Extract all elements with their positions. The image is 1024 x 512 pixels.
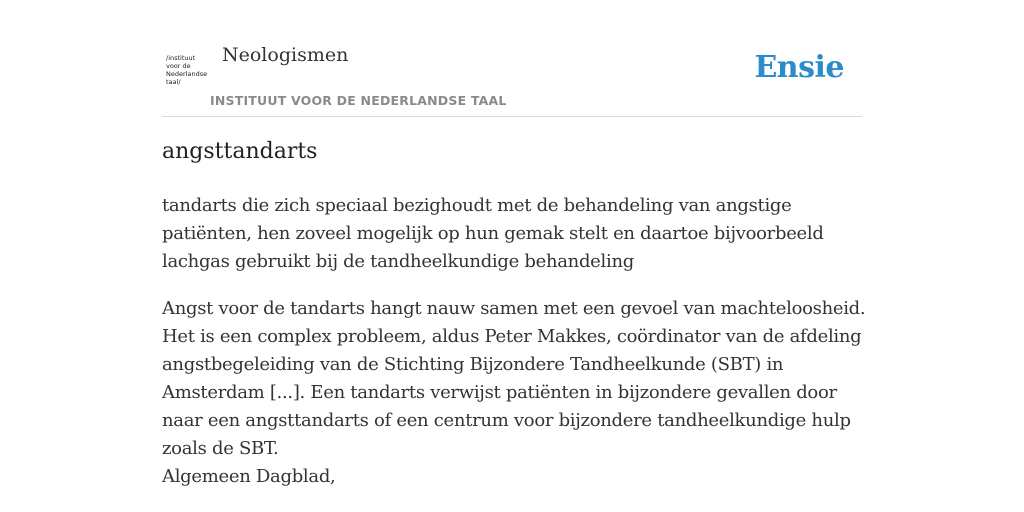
logo-line: Nederlandse — [166, 70, 208, 78]
logo-line: /instituut — [166, 54, 196, 62]
logo-line: voor de — [166, 62, 191, 70]
logo-line: taal/ — [166, 78, 181, 86]
definition-text: tandarts die zich speciaal bezighoudt met de behandeling van angstige patiënten, hen zoveel mogelijk op hun gemak stelt en daartoe bijvoorbeeld lachgas gebruikt bij de tandheelkundige behandeling — [162, 195, 824, 272]
source-header — [162, 40, 862, 117]
source-title-link[interactable]: Neologismen — [222, 44, 349, 66]
ensie-brand-logo[interactable]: Ensie — [754, 50, 844, 85]
headword: angsttandarts — [162, 139, 318, 164]
citation-source: Algemeen Dagblad, — [162, 466, 336, 487]
source-subtitle: INSTITUUT VOOR DE NEDERLANDSE TAAL — [210, 93, 507, 108]
ivdnt-logo[interactable] — [166, 54, 208, 90]
citation-block — [162, 295, 867, 491]
citation-text: Angst voor de tandarts hangt nauw samen met een gevoel van machteloosheid. Het is een complex probleem, aldus Peter Makkes, coördinator van de afdeling angstbegeleiding van de Stichting Bijzondere Tandheelkunde (SBT) in Amsterdam [...]. Een tandarts verwijst patiënten in bijzondere gevallen door naar een angsttandarts of een centrum voor bijzondere tandheelkundige hulp zoals de SBT. — [162, 298, 866, 459]
